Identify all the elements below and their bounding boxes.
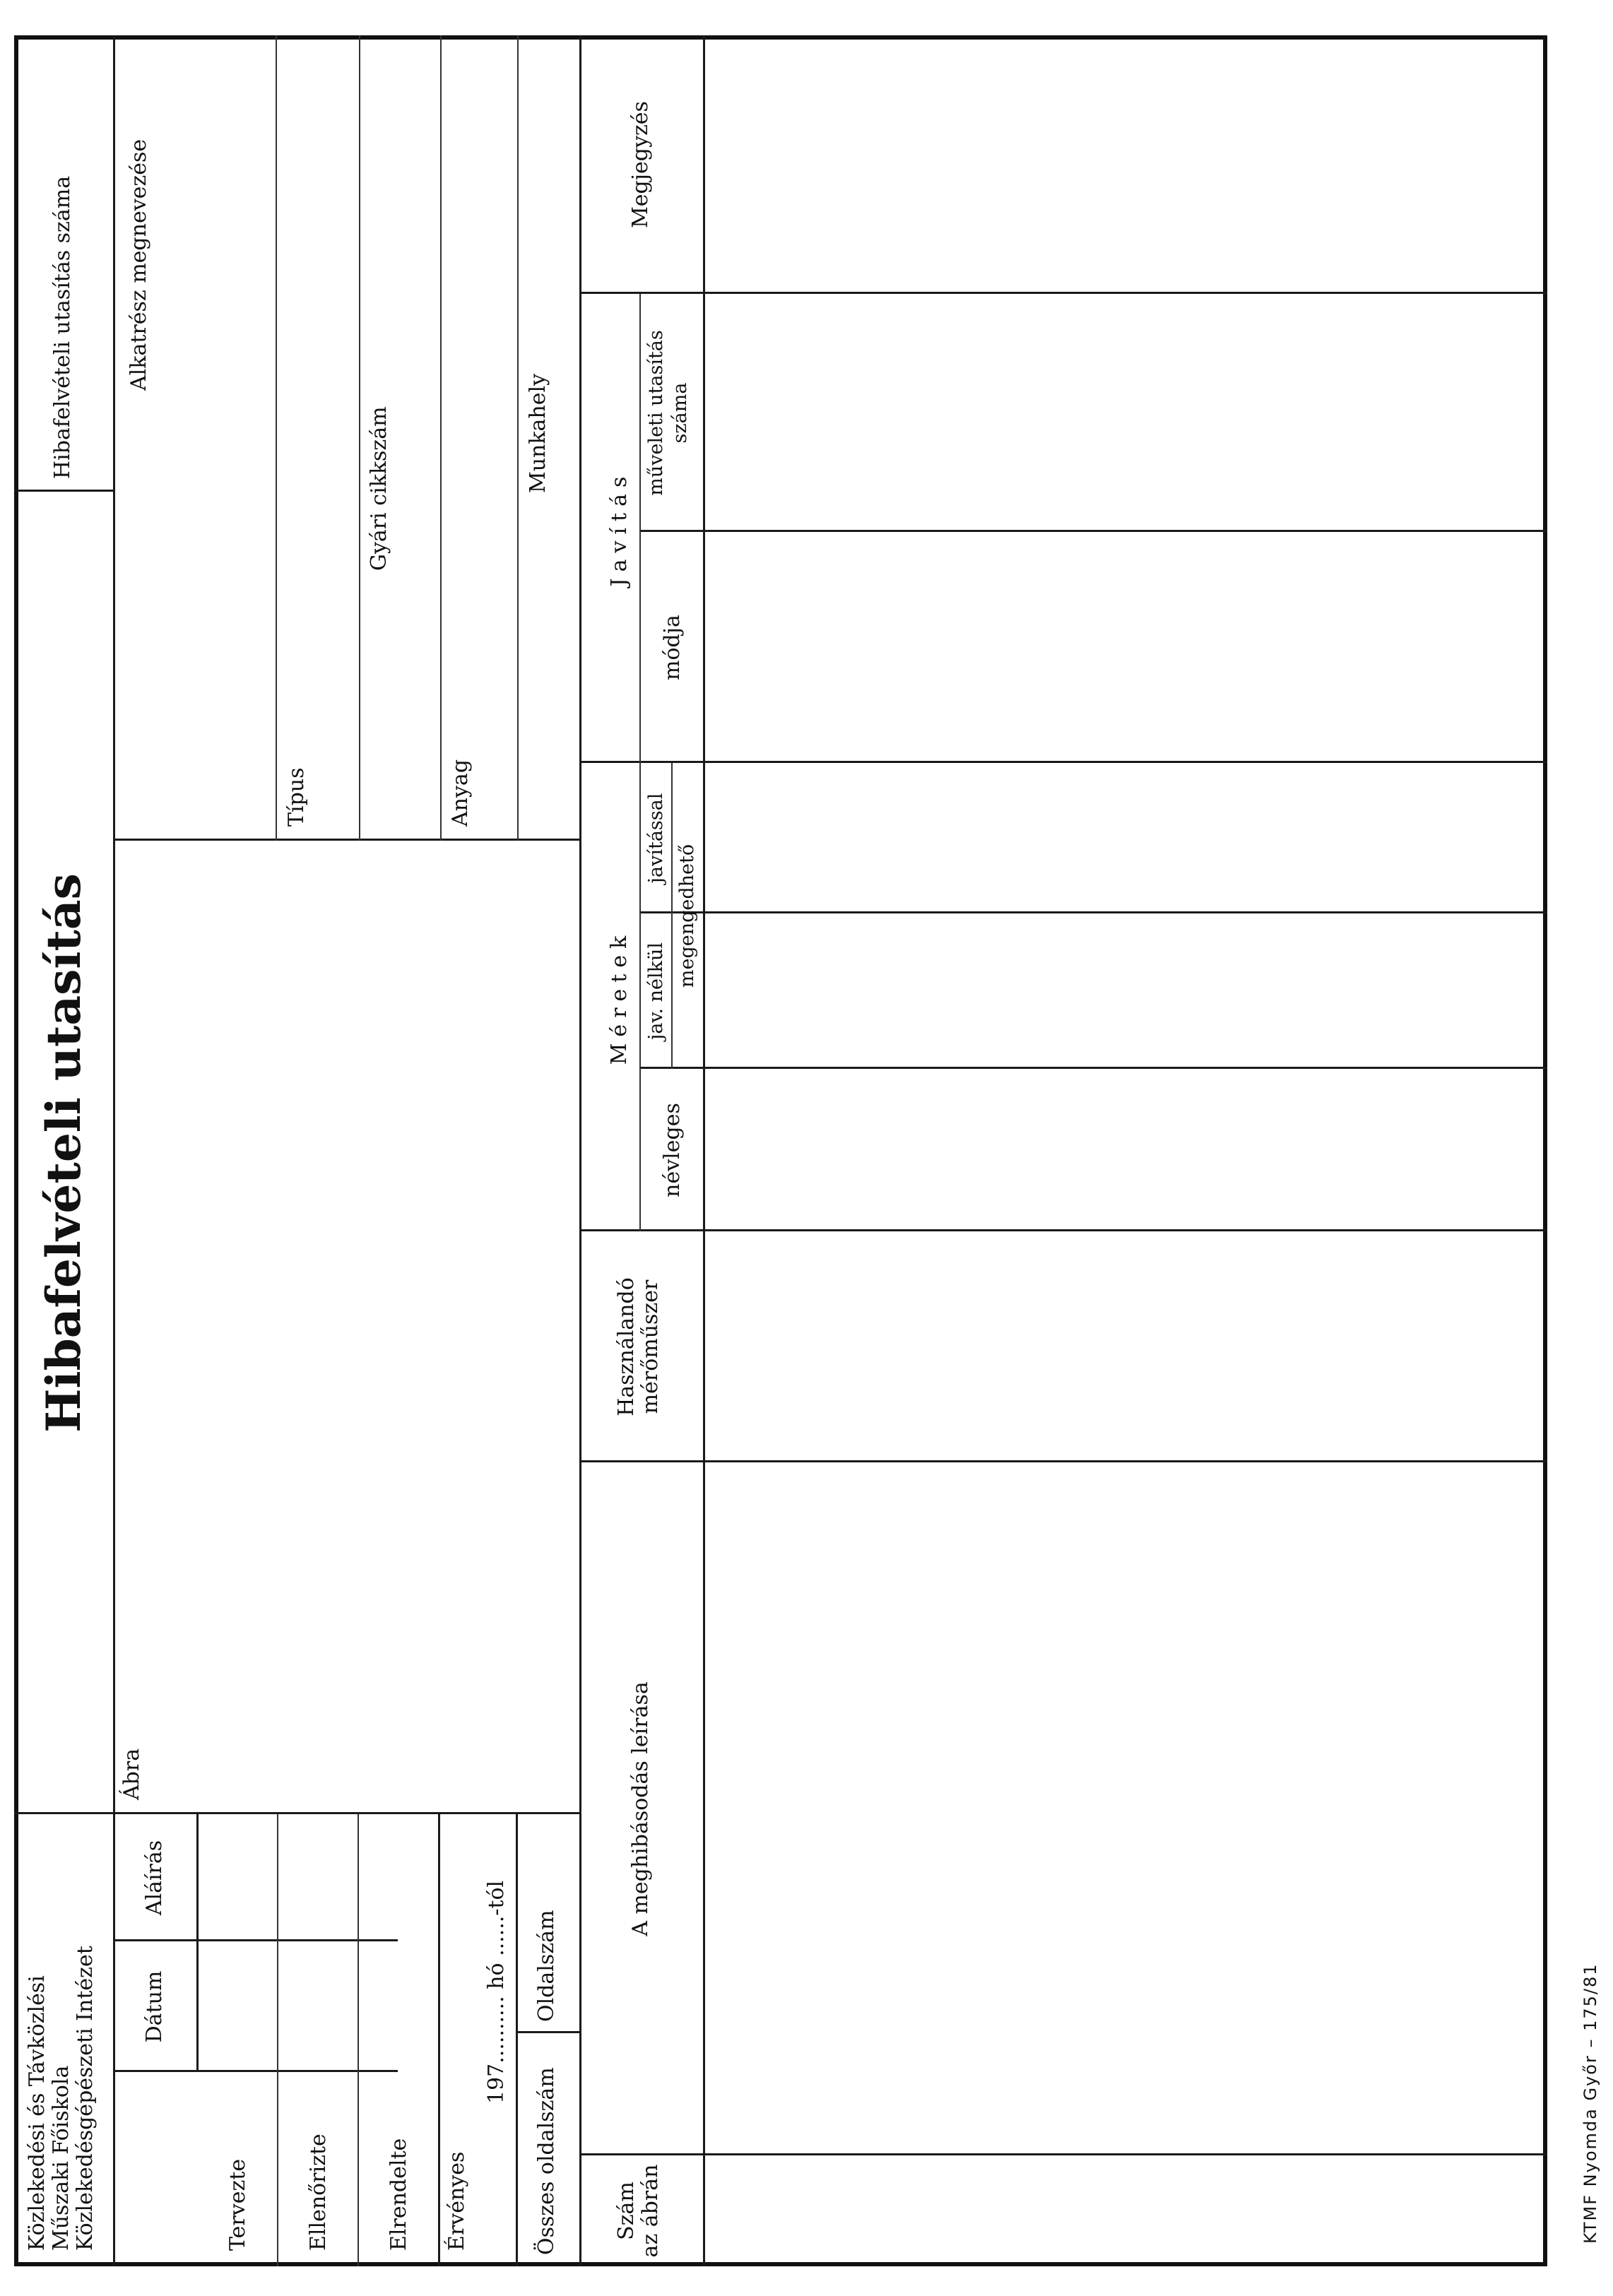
left-block-right-line bbox=[14, 1812, 579, 1814]
total-pages-label: Összes oldalszám bbox=[534, 2067, 559, 2255]
instruction-number-label: Hibafelvételi utasítás száma bbox=[50, 175, 75, 479]
approval-signature-header: Aláírás bbox=[142, 1840, 167, 1916]
table-col-line-3 bbox=[579, 1229, 1547, 1231]
validity-bottom-line bbox=[516, 1814, 518, 2266]
form-title: Hibafelvételi utasítás bbox=[36, 873, 91, 1433]
table-col-line-1 bbox=[579, 2153, 1547, 2155]
factory-number-label: Gyári cikkszám bbox=[367, 406, 391, 571]
workplace-label: Munkahely bbox=[526, 373, 550, 493]
table-col-line-8 bbox=[579, 292, 1547, 294]
pages-divider bbox=[516, 2031, 579, 2033]
validity-label: Érvényes bbox=[444, 2151, 469, 2251]
dimensions-group-line bbox=[639, 763, 641, 1231]
col-description-header: A meghibásodás leírása bbox=[628, 1681, 653, 1936]
col-instrument-line-1: Használandó bbox=[614, 1277, 639, 1416]
table-header-bottom-line bbox=[703, 35, 705, 2266]
defect-inspection-form bbox=[14, 35, 1547, 2266]
institution-bottom-line bbox=[113, 1814, 115, 2266]
approval-row-designed: Tervezte bbox=[225, 2158, 250, 2251]
right-panel-line-workplace bbox=[517, 35, 519, 841]
repair-group-header: Javítás bbox=[607, 470, 632, 587]
col-number-line-1: Szám bbox=[614, 2182, 639, 2240]
approval-row-checked: Ellenőrizte bbox=[306, 2134, 331, 2251]
col-op-number-line-1: műveleti utasítás bbox=[645, 330, 667, 496]
col-with-repair-header: javítással bbox=[645, 793, 667, 884]
title-bottom-line bbox=[113, 35, 115, 1814]
right-panel-line-material bbox=[440, 35, 442, 841]
page-number-label: Oldalszám bbox=[534, 1910, 559, 2022]
repair-group-line bbox=[639, 294, 641, 763]
approval-date-header: Dátum bbox=[142, 1970, 167, 2043]
institution-line-3: Közlekedésgépészeti Intézet bbox=[73, 1946, 98, 2251]
approval-row-line-1 bbox=[277, 1814, 278, 2266]
col-op-number-line-2: száma bbox=[669, 382, 691, 444]
part-name-label: Alkatrész megnevezése bbox=[126, 138, 151, 391]
table-col-line-6 bbox=[579, 761, 1547, 763]
approval-bottom-line bbox=[438, 1814, 440, 2266]
header-bottom-line bbox=[579, 35, 581, 2266]
approval-header-line bbox=[196, 1814, 199, 2072]
material-label: Anyag bbox=[448, 759, 473, 827]
col-permissible-header: megengedhető bbox=[676, 844, 698, 988]
validity-date-line: 197.......... hó ......-tól bbox=[484, 1880, 509, 2104]
printer-imprint: KTMF Nyomda Győr – 175/81 bbox=[1580, 1963, 1600, 2244]
right-panel-line-type bbox=[276, 35, 277, 841]
type-label: Típus bbox=[284, 767, 309, 827]
col-without-repair-header: jav. nélkül bbox=[645, 942, 667, 1041]
approval-row-line-2 bbox=[358, 1814, 359, 2266]
right-panel-line bbox=[113, 839, 579, 841]
col-instrument-line-2: mérőműszer bbox=[638, 1279, 663, 1414]
approval-row-ordered: Elrendelte bbox=[386, 2138, 411, 2251]
form-border bbox=[14, 35, 1547, 2266]
col-nominal-header: névleges bbox=[660, 1103, 685, 1197]
table-col-line-4 bbox=[639, 1067, 1547, 1069]
col-method-header: módja bbox=[660, 615, 685, 680]
col-number-line-2: az ábrán bbox=[638, 2164, 663, 2258]
table-col-line-2 bbox=[579, 1460, 1547, 1462]
table-col-line-5 bbox=[639, 911, 1547, 913]
table-col-line-7 bbox=[639, 530, 1547, 532]
institution-line-2: Műszaki Főiskola bbox=[49, 2065, 73, 2251]
right-panel-line-factory bbox=[359, 35, 360, 841]
col-remark-header: Megjegyzés bbox=[628, 101, 653, 228]
institution-line-1: Közlekedési és Távközlési bbox=[25, 1975, 49, 2251]
figure-label: Ábra bbox=[119, 1748, 144, 1800]
dimensions-group-header: Méretek bbox=[607, 929, 632, 1065]
permissible-line bbox=[671, 763, 673, 1069]
